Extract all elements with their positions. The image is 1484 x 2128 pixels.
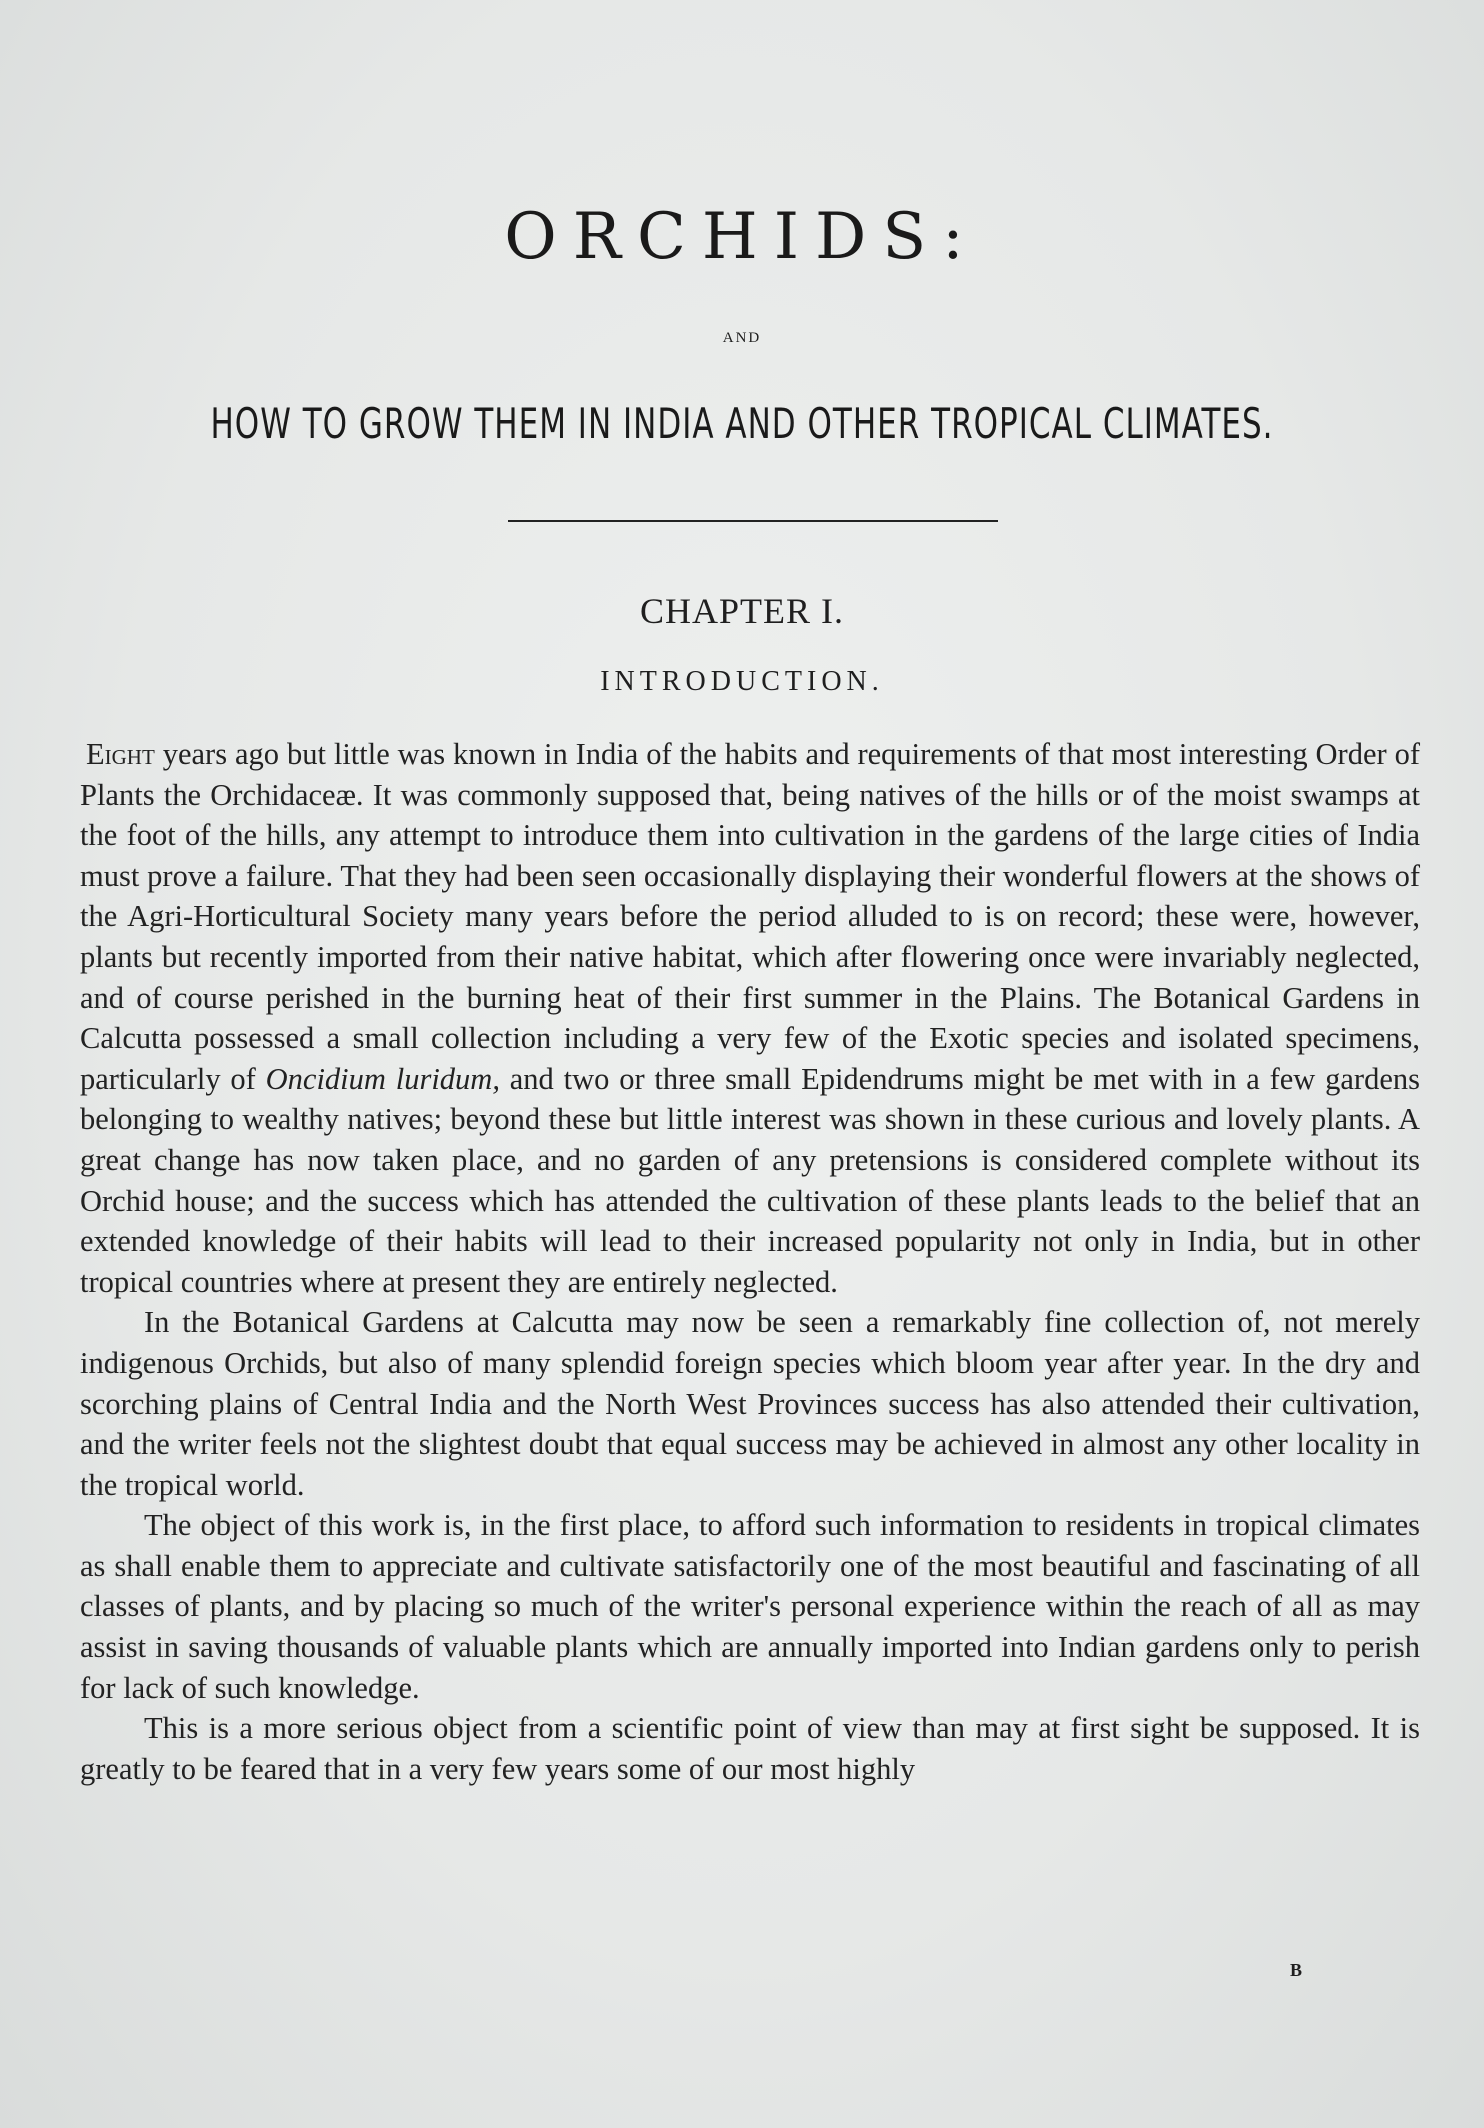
- paragraph-3: The object of this work is, in the first place, to afford such information to residents in tropical climates as shall enable them to appreciate and cultivate satisfactorily one of the most beautiful and fascinating of all classes of plants, and by placing so much of the writer's personal experience within the reach of all as may assist in saving thousands of valuable plants which are annually imported into Indian gardens only to perish for lack of such knowledge.: [80, 1508, 1420, 1705]
- title-rule-divider: [508, 520, 998, 522]
- section-heading: INTRODUCTION.: [600, 666, 884, 697]
- body-text: [80, 734, 1420, 1789]
- book-subtitle: HOW TO GROW THEM IN INDIA AND OTHER TROPICAL CLIMATES.: [210, 400, 1274, 449]
- paragraph-lead-word: Eight: [86, 737, 155, 771]
- book-title: ORCHIDS:: [504, 200, 980, 274]
- chapter-heading: CHAPTER I.: [639, 591, 844, 631]
- paragraph-1-text-a: years ago but little was known in India of the habits and requirements of that most interesting Order of Plants the Orchidaceæ. It was commonly supposed that, being natives of the hills or of the moist swamps at the foot of the hills, any attempt to introduce them into cultivation in the gardens of the large cities of India must prove a failure. That they had been seen occasionally displaying their wonderful flowers at the shows of the Agri-Horticultural Society many years before the period alluded to is on record; these were, however, plants but recently imported from their native habitat, which after flowering once were invariably neglected, and of course perished in the burning heat of their first summer in the Plains. The Botanical Gardens in Calcutta possessed a small collection including a very few of the Exotic species and isolated specimens, particularly of: [80, 737, 1420, 1096]
- paragraph-1: [80, 734, 1420, 1302]
- paragraph-1-text-b: and two or three small Epidendrums might be met with in a few gardens belonging to wealthy natives; beyond these but little interest was shown in these curious and lovely plants. A great change has now taken place, and no garden of any pretensions is considered complete without its Orchid house; and the success which has attended the cultivation of these plants leads to the belief that an extended knowledge of their habits will lead to their increased popularity not only in India, but in other tropical countries where at present they are entirely neglected.: [80, 1061, 1420, 1299]
- title-conjunction: AND: [722, 330, 762, 346]
- paragraph-4: This is a more serious object from a scientific point of view than may at first sight be supposed. It is greatly to be feared that in a very few years some of our most highly: [80, 1711, 1420, 1786]
- paragraph-2: In the Botanical Gardens at Calcutta may now be seen a remarkably fine collection of, not merely indigenous Orchids, but also of many splendid foreign species which bloom year after year. In the dry and scorching plains of Central India and the North West Provinces success has also attended their cultivation, and the writer feels not the slightest doubt that equal success may be achieved in almost any other locality in the tropical world.: [80, 1305, 1420, 1502]
- signature-mark: B: [1290, 1960, 1303, 1980]
- species-name-italic: Oncidium luridum,: [265, 1061, 500, 1096]
